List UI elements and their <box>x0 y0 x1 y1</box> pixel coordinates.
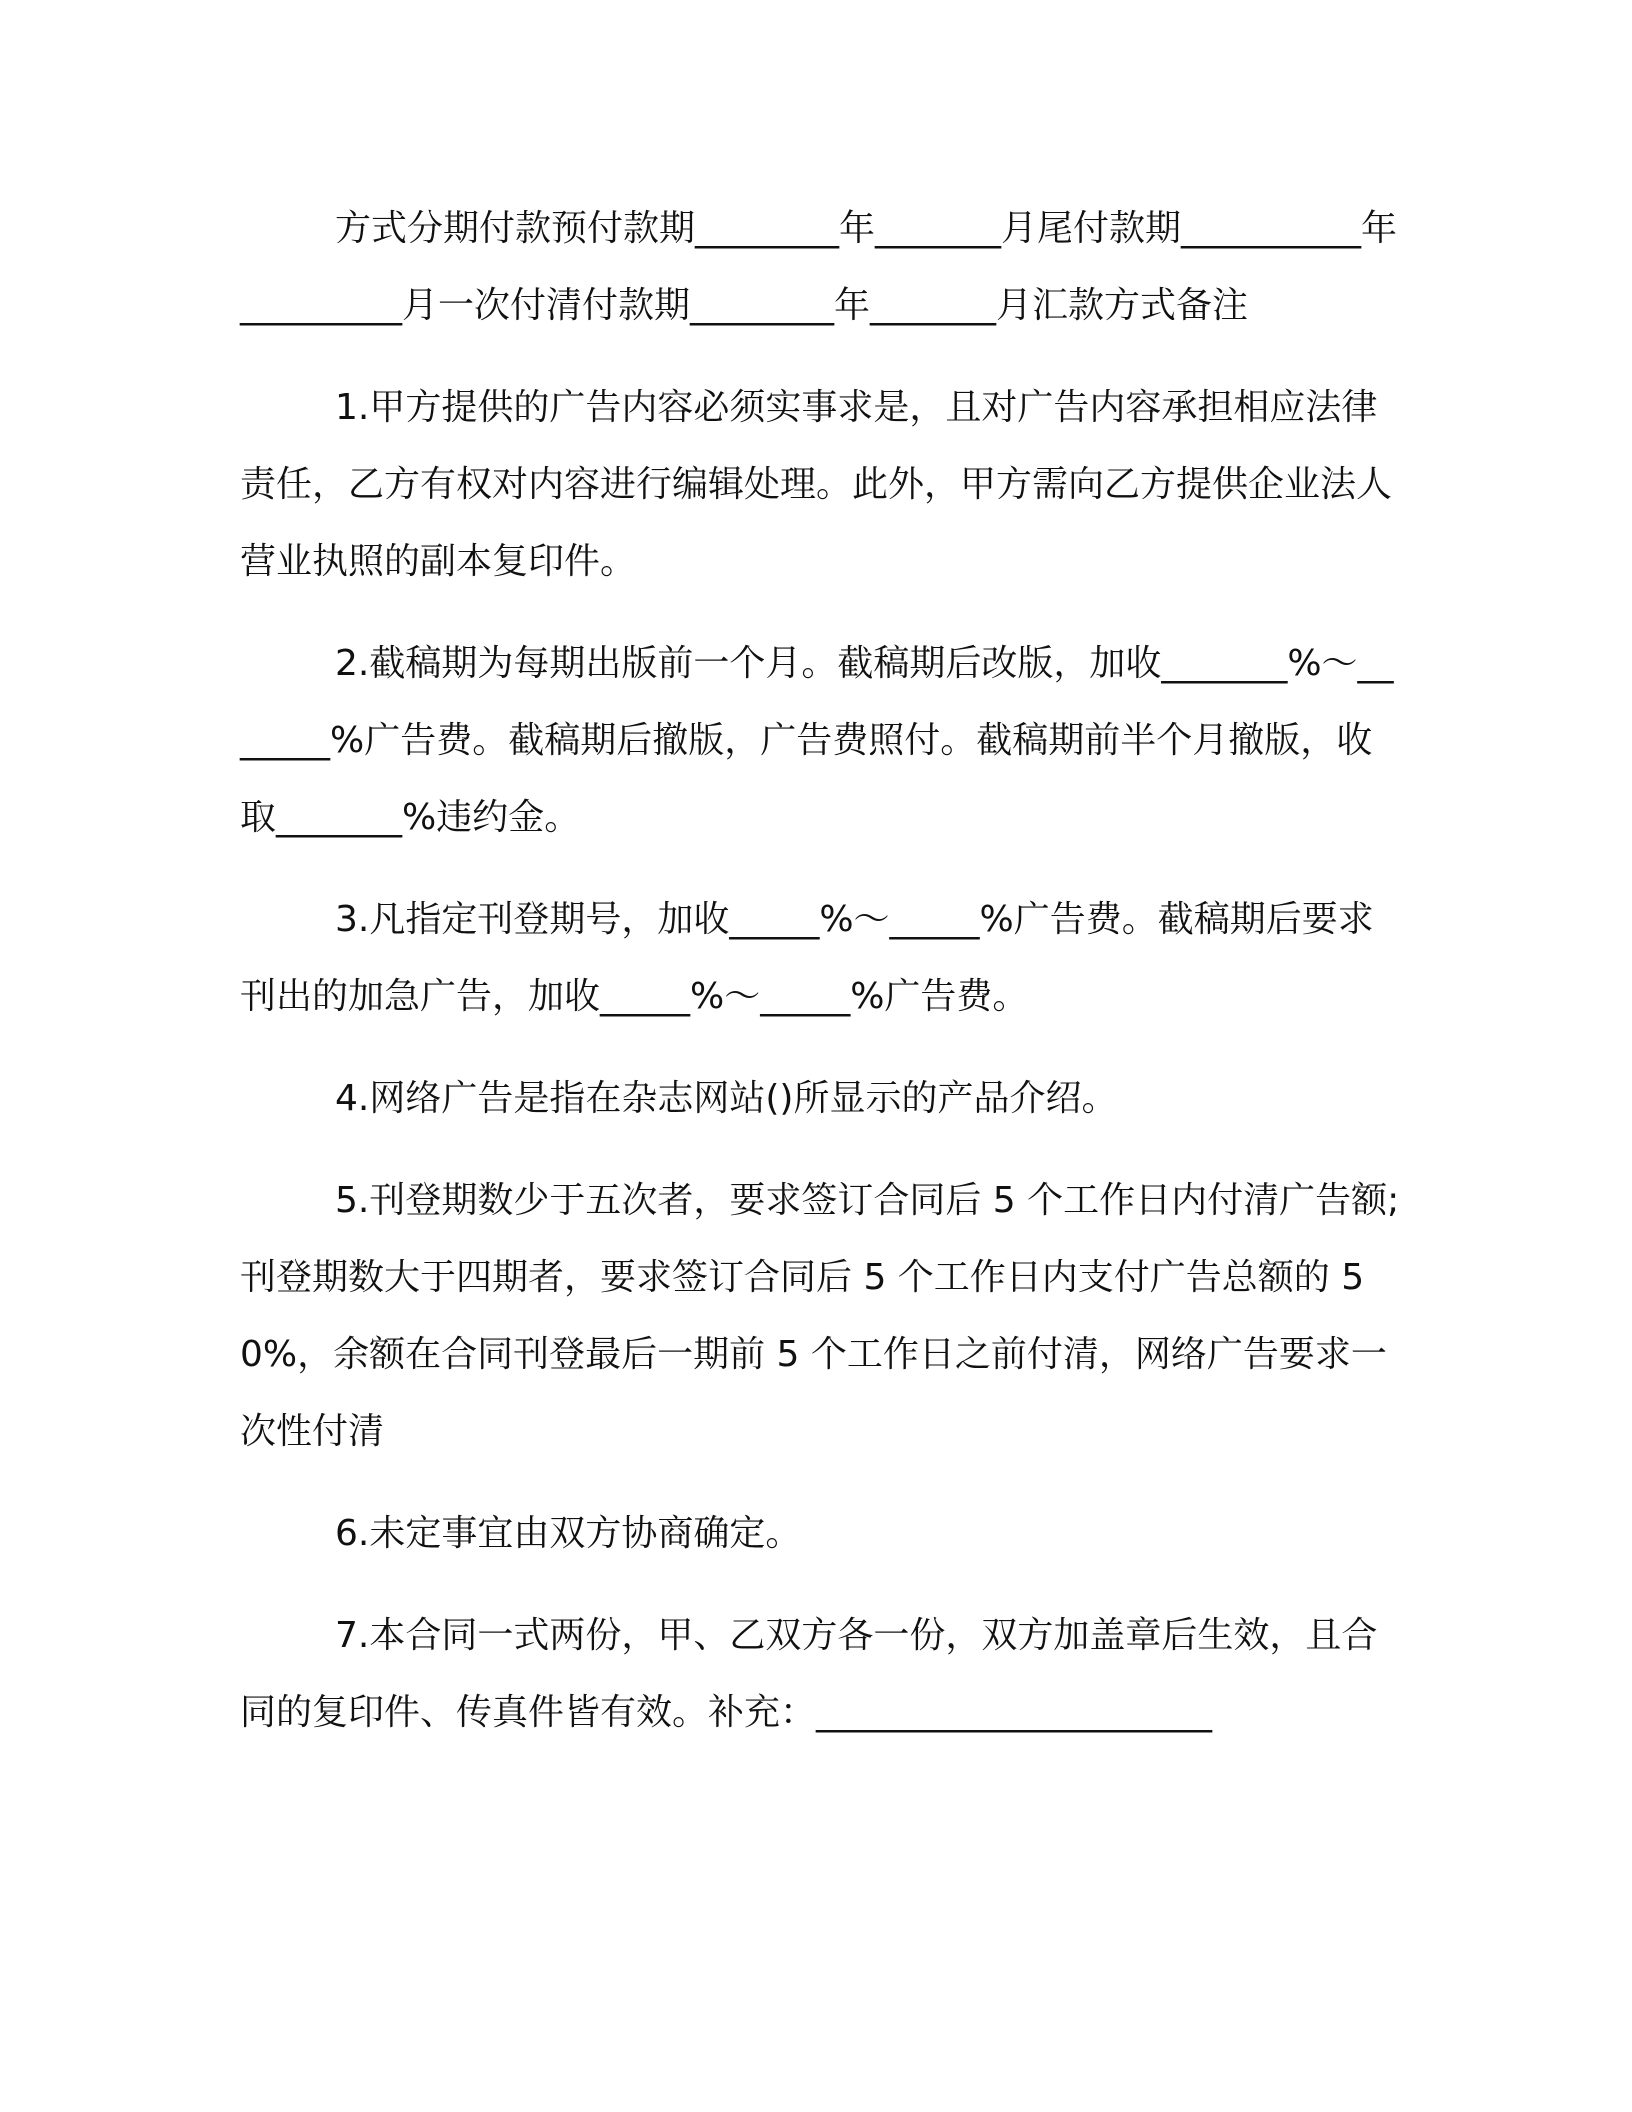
clause-1-paragraph: 1.甲方提供的广告内容必须实事求是，且对广告内容承担相应法律责任，乙方有权对内容进行编辑处理。此外，甲方需向乙方提供企业法人营业执照的副本复印件。 <box>240 387 1393 582</box>
clause-7-paragraph: 7.本合同一式两份，甲、乙双方各一份，双方加盖章后生效，且合同的复印件、传真件皆有效。补充：______________________ <box>240 1615 1378 1733</box>
payment-terms-paragraph: 方式分期付款预付款期________年_______月尾付款期__________年_________月一次付清付款期________年_______月汇款方式备注 <box>240 208 1398 326</box>
contract-text-block <box>240 190 1400 1776</box>
clause-4-paragraph: 4.网络广告是指在杂志网站()所显示的产品介绍。 <box>335 1078 1118 1119</box>
clause-5-paragraph: 5.刊登期数少于五次者，要求签订合同后 5 个工作日内付清广告额;刊登期数大于四期者，要求签订合同后 5 个工作日内支付广告总额的 50%，余额在合同刊登最后一期前 5 个工作日之前付清，网络广告要求一次性付清 <box>240 1180 1400 1452</box>
clause-6-paragraph: 6.未定事宜由双方协商确定。 <box>335 1513 802 1554</box>
clause-2-paragraph: 2.截稿期为每期出版前一个月。截稿期后改版，加收_______%～_______%广告费。截稿期后撤版，广告费照付。截稿期前半个月撤版，收取_______%违约金。 <box>240 643 1394 838</box>
clause-3-paragraph: 3.凡指定刊登期号，加收_____%～_____%广告费。截稿期后要求刊出的加急广告，加收_____%～_____%广告费。 <box>240 899 1374 1017</box>
